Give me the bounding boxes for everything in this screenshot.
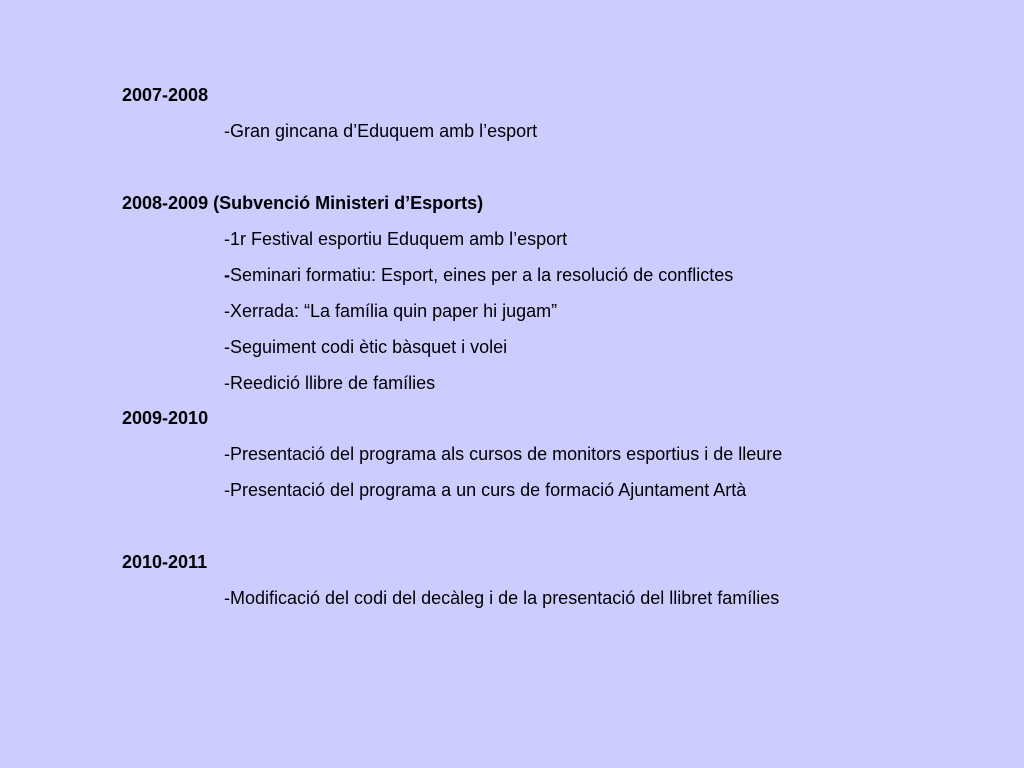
list-item: -1r Festival esportiu Eduquem amb l’esport [224,229,568,249]
list-item: -Seguiment codi ètic bàsquet i volei [224,337,508,357]
section-heading-2009-2010: 2009-2010 [122,408,209,428]
list-item-text: Seminari formatiu: Esport, eines per a la resolució de conflictes [230,265,734,285]
list-item: -Modificació del codi del decàleg i de la presentació del llibret famílies [224,588,780,608]
list-item: -Reedició llibre de famílies [224,373,436,393]
list-item: -Gran gincana d’Eduquem amb l’esport [224,121,538,141]
list-item: -Presentació del programa a un curs de formació Ajuntament Artà [224,480,747,500]
list-item [224,264,733,286]
list-item: -Xerrada: “La família quin paper hi jugam” [224,301,558,321]
section-heading-2008-2009: 2008-2009 (Subvenció Ministeri d’Esports) [122,193,484,213]
section-heading-2010-2011: 2010-2011 [122,552,208,572]
list-item: -Presentació del programa als cursos de monitors esportius i de lleure [224,444,783,464]
bold-dash: - [224,265,230,285]
section-heading-2007-2008: 2007-2008 [122,85,209,105]
